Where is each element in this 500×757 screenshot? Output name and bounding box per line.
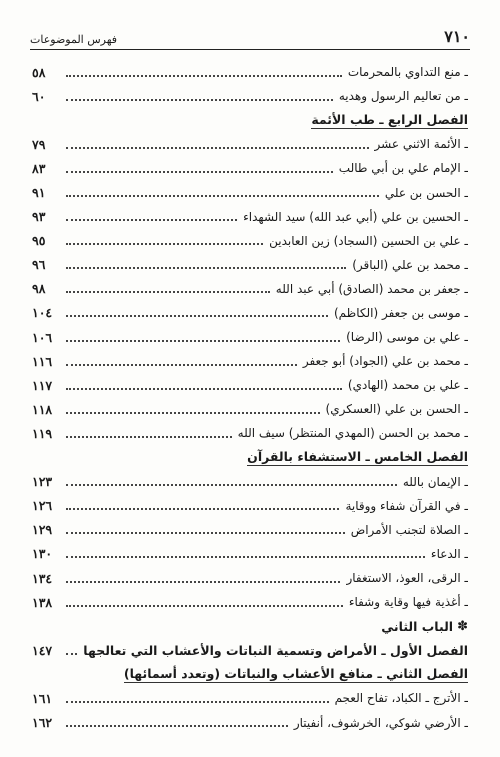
entry-page-number: ١١٨ — [32, 401, 53, 417]
toc-entry — [32, 60, 468, 84]
entry-title: ـ منع التداوي بالمحرمات — [347, 65, 468, 80]
toc-entry — [32, 229, 468, 253]
entry-title: ـ جعفر بن محمد (الصادق) أبي عبد الله — [275, 281, 468, 296]
entry-title: الفصل الرابع ـ طب الأئمة — [311, 111, 468, 127]
entry-title: ـ الدعاء — [430, 546, 468, 561]
dot-leader — [66, 146, 369, 149]
toc-entry — [32, 686, 468, 710]
entry-page-number: ١٦٢ — [32, 715, 53, 731]
toc-entry — [32, 518, 468, 542]
entry-page-number: ١٣٤ — [32, 570, 53, 586]
dot-leader — [66, 700, 329, 703]
toc-entry — [32, 84, 468, 108]
entry-title: ـ الإمام علي بن أبي طالب — [338, 161, 468, 176]
entry-title: ـ محمد بن الحسن (المهدي المنتظر) سيف الله — [237, 426, 468, 441]
entry-title: ـ في القرآن شفاء ووقاية — [345, 498, 468, 513]
dot-leader — [66, 724, 288, 727]
dot-leader — [66, 604, 343, 607]
entry-title: ـ أغذية فيها وقاية وشفاء — [348, 595, 468, 610]
entry-page-number: ١٣٠ — [32, 546, 53, 562]
entry-title: ـ الأترج ـ الكباد، تفاح العجم — [334, 691, 468, 706]
dot-leader — [66, 290, 270, 293]
entry-title: ـ الصلاة لتجنب الأمراض — [350, 522, 468, 537]
dot-leader — [66, 387, 342, 390]
entry-title: الفصل الثاني ـ منافع الأعشاب والنباتات (وتعدد أسمائها) — [123, 665, 468, 681]
entry-page-number: ١٢٣ — [32, 474, 53, 490]
dot-leader — [66, 580, 340, 583]
dot-leader — [66, 363, 297, 366]
toc-entry — [32, 590, 468, 614]
dot-leader — [66, 98, 333, 101]
entry-page-number: ١١٩ — [32, 425, 53, 441]
entry-title: ـ الحسين بن علي (أبي عبد الله) سيد الشهداء — [243, 209, 468, 224]
entry-page-number: ٩٦ — [32, 257, 46, 273]
toc-entry — [32, 156, 468, 180]
toc-entry — [32, 301, 468, 325]
entry-title: ـ علي بن الحسين (السجاد) زين العابدين — [269, 233, 468, 248]
dot-leader — [66, 339, 340, 342]
toc-entry — [32, 494, 468, 518]
entry-title: ـ موسى بن جعفر (الكاظم) — [333, 305, 468, 320]
dot-leader — [66, 218, 237, 221]
running-title: فهرس الموضوعات — [30, 33, 118, 46]
dot-leader — [66, 266, 346, 269]
toc-entry — [32, 349, 468, 373]
entry-title: ـ الأرضي شوكي، الخرشوف، أنفيتار — [293, 715, 468, 730]
entry-page-number: ١٣٨ — [32, 594, 53, 610]
toc-entry — [32, 373, 468, 397]
entry-title: ـ علي بن محمد (الهادي) — [347, 378, 468, 393]
entry-title: ـ الأئمة الاثني عشر — [374, 137, 468, 152]
toc-entry — [32, 421, 468, 445]
toc-entry — [32, 397, 468, 421]
chapter-heading — [32, 108, 468, 132]
toc-entry — [32, 711, 468, 735]
table-of-contents — [32, 60, 468, 735]
dot-leader — [66, 74, 342, 77]
dot-leader — [66, 411, 320, 414]
page-number: ٧١٠ — [444, 27, 470, 46]
dot-leader — [66, 555, 425, 558]
dot-leader — [66, 652, 77, 655]
toc-entry — [32, 132, 468, 156]
entry-page-number: ٩١ — [32, 185, 46, 201]
entry-title: ـ محمد بن علي (الجواد) أبو جعفر — [302, 354, 468, 369]
entry-page-number: ١٠٤ — [32, 305, 53, 321]
dot-leader — [66, 314, 328, 317]
entry-title: ـ الإيمان بالله — [402, 474, 468, 489]
entry-title: الفصل الأول ـ الأمراض وتسمية النباتات والأعشاب التي تعالجها — [83, 642, 468, 658]
dot-leader — [66, 170, 333, 173]
toc-entry — [32, 205, 468, 229]
toc-entry — [32, 180, 468, 204]
entry-title: الباب الثاني — [381, 618, 454, 634]
toc-entry — [32, 277, 468, 301]
entry-page-number: ١٢٦ — [32, 498, 53, 514]
entry-page-number: ٧٩ — [32, 136, 46, 152]
dot-leader — [66, 242, 263, 245]
chapter-heading — [32, 446, 468, 470]
entry-page-number: ٩٥ — [32, 233, 46, 249]
dot-leader — [66, 435, 232, 438]
entry-page-number: ١١٦ — [32, 353, 53, 369]
part-marker: ✽ — [457, 618, 468, 634]
entry-page-number: ١٠٦ — [32, 329, 53, 345]
toc-entry — [32, 566, 468, 590]
toc-entry — [32, 253, 468, 277]
entry-page-number: ٥٨ — [32, 64, 46, 80]
entry-title: ـ من تعاليم الرسول وهديه — [338, 89, 468, 104]
entry-page-number: ١٢٩ — [32, 522, 53, 538]
toc-entry — [32, 470, 468, 494]
entry-page-number: ١٤٧ — [32, 642, 53, 658]
entry-page-number: ١١٧ — [32, 377, 53, 393]
entry-page-number: ٨٣ — [32, 160, 46, 176]
dot-leader — [66, 531, 345, 534]
dot-leader — [66, 483, 397, 486]
dot-leader — [66, 507, 339, 510]
entry-title: ـ محمد بن علي (الباقر) — [352, 257, 468, 272]
toc-entry — [32, 542, 468, 566]
toc-entry — [32, 325, 468, 349]
chapter-heading — [32, 662, 468, 686]
page-header — [30, 22, 470, 50]
entry-title: ـ الحسن بن علي (العسكري) — [325, 402, 468, 417]
dot-leader — [66, 194, 379, 197]
entry-page-number: ١٦١ — [32, 690, 53, 706]
part-heading — [32, 614, 468, 638]
entry-title: ـ الحسن بن علي — [384, 185, 468, 200]
entry-title: ـ الرقى، العوذ، الاستغفار — [346, 571, 468, 586]
chapter-heading — [32, 638, 468, 662]
entry-title: الفصل الخامس ـ الاستشفاء بالقرآن — [247, 449, 468, 465]
entry-title: ـ علي بن موسى (الرضا) — [346, 330, 468, 345]
entry-page-number: ٩٨ — [32, 281, 46, 297]
entry-page-number: ٩٣ — [32, 209, 46, 225]
entry-page-number: ٦٠ — [32, 88, 46, 104]
